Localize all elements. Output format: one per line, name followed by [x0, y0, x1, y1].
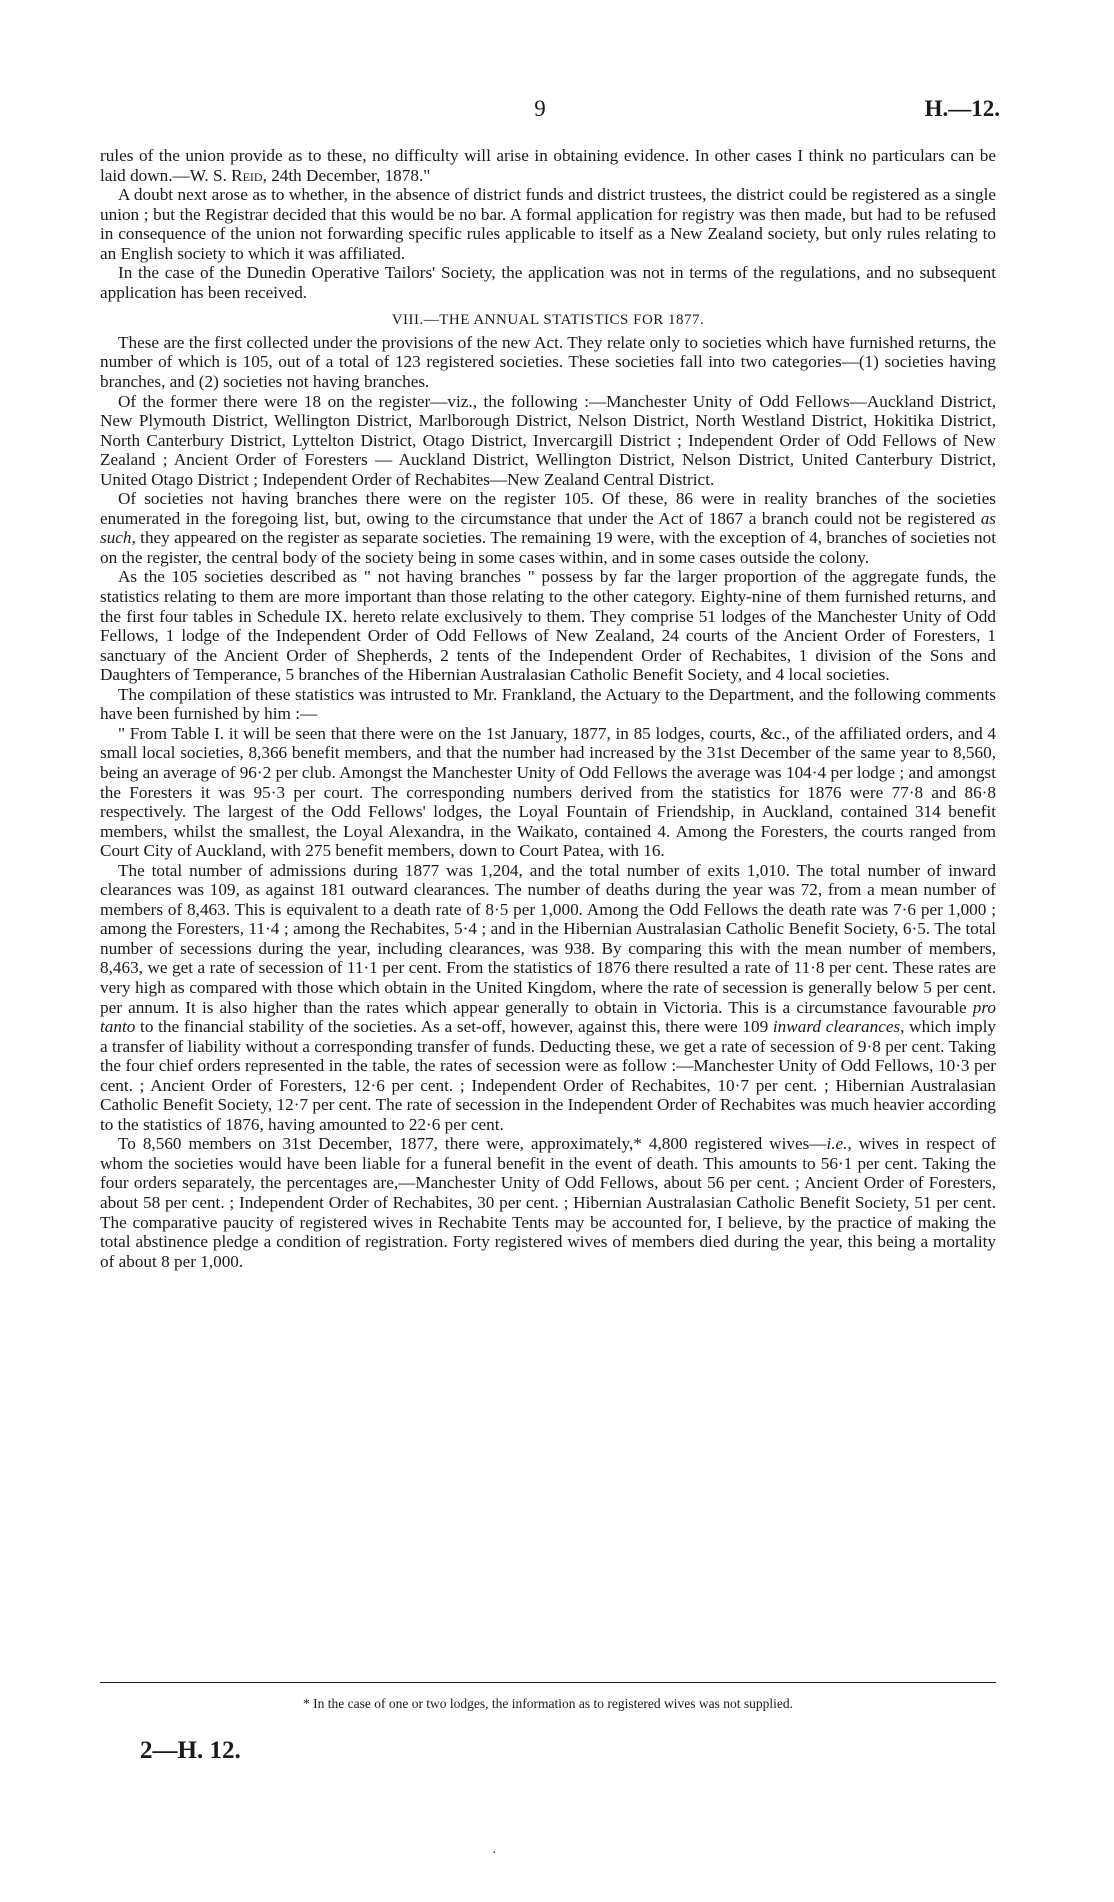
footnote-divider — [100, 1682, 996, 1683]
text-run: to the financial stability of the societies. As a set-off, however, against this, there were 109 — [135, 1017, 773, 1037]
signature-reference: 2—H. 12. — [140, 1737, 241, 1764]
footnote: * In the case of one or two lodges, the information as to registered wives was not supplied. — [302, 1696, 793, 1711]
paragraph: These are the first collected under the provisions of the new Act. They relate only to societies which have furnished returns, the number of which is 105, out of a total of 123 registered societies. These societies fall into two categories—(1) societies having branches, and (2) societies not having branches. — [100, 332, 996, 392]
paragraph: The compilation of these statistics was intrusted to Mr. Frankland, the Actuary to the Department, and the following comments have been furnished by him :— — [100, 684, 996, 724]
emphasis: inward clearances — [772, 1017, 901, 1037]
paragraph: A doubt next arose as to whether, in the absence of district funds and district trustees, the district could be registered as a single union ; but the Registrar decided that this would be no bar. A formal application for registry was then made, but had to be refused in consequence of the union not forwarding specific rules applicable to itself as a New Zealand society, but only rules relating to an English society to which it was affiliated. — [100, 185, 996, 263]
paragraph: As the 105 societies described as " not having branches " possess by far the larger proportion of the aggregate funds, the statistics relating to them are more important than those relating to the other category. Eighty-nine of them furnished returns, and the first four tables in Schedule IX. hereto relate exclusively to them. They comprise 51 lodges of the Manchester Unity of Odd Fellows, 1 lodge of the Independent Order of Odd Fellows of New Zealand, 24 courts of the Ancient Order of Foresters, 1 sanctuary of the Ancient Order of Shepherds, 2 tents of the Independent Order of Rechabites, 1 division of the Sons and Daughters of Temperance, 5 branches of the Hibernian Australasian Catholic Benefit Society, and 4 local societies. — [100, 567, 996, 685]
emphasis: i.e. — [826, 1134, 848, 1154]
page-number: 9 — [534, 96, 546, 121]
text-run: , which imply a transfer of liability without a corresponding transfer of funds. Deducting these, we get a rate of secession of 9·8 per cent. Taking the four chief orders represented in the table, the rates of secession were as follow :—Manchester Unity of Odd Fellows, 10·3 per cent. ; Ancient Order of Foresters, 12·6 per cent. ; Independent Order of Rechabites, 10·7 per cent. ; Hibernian Australasian Catholic Benefit Society, 12·7 per cent. The rate of secession in the Independent Order of Rechabites was much heavier according to the statistics of 1876, having amounted to 22·6 per cent. — [100, 1017, 996, 1134]
text-run: rules of the union provide as to these, no difficulty will arise in obtaining evidence. In other cases I think no particulars can be laid down.—W. S. — [100, 146, 996, 185]
body-text — [100, 146, 996, 1271]
text-run: , wives in respect of whom the societies would have been liable for a funeral benefit in the event of death. This amounts to 56·1 per cent. Taking the four orders separately, the percentages are,—Manchester Unity of Odd Fellows, about 56 per cent. ; Ancient Order of Foresters, about 58 per cent. ; Independent Order of Rechabites, 30 per cent. ; Hibernian Australasian Catholic Benefit Society, 51 per cent. The comparative paucity of registered wives in Rechabite Tents may be accounted for, I believe, by the practice of making the total abstinence pledge a condition of registration. Forty registered wives of members died during the year, this being a mortality of about 8 per 1,000. — [100, 1134, 997, 1271]
document-reference: H.—12. — [924, 96, 1000, 121]
emphasis: as such — [100, 508, 996, 548]
paragraph: In the case of the Dunedin Operative Tailors' Society, the application was not in terms of the regulations, and no subsequent application has been received. — [100, 263, 996, 302]
text-run: , 24th December, 1878." — [262, 165, 431, 185]
text-run: The total number of admissions during 1877 was 1,204, and the total number of exits 1,010. The total number of inward clearances was 109, as against 181 outward clearances. The number of deaths during the year was 72, from a mean number of members of 8,463. This is equivalent to a death rate of 8·5 per 1,000. Among the Odd Fellows the death rate was 7·6 per 1,000 ; among the Foresters, 11·4 ; among the Rechabites, 5·4 ; and in the Hibernian Australasian Catholic Benefit Society, 6·5. The total number of secessions during the year, including clearances, was 938. By comparing this with the mean number of members, 8,463, we get a rate of secession of 11·1 per cent. From the statistics of 1876 there resulted a rate of 11·8 per cent. These rates are very high as compared with those which obtain in the United Kingdom, where the rate of secession is generally below 5 per cent. per annum. It is also higher than the rates which appear generally to obtain in Victoria. This is a circumstance favourable — [100, 860, 996, 1017]
text-run: Of societies not having branches there were on the register 105. Of these, 86 were in reality branches of the societies enumerated in the foregoing list, but, owing to the circumstance that under the Act of 1867 a branch could not be registered — [100, 489, 996, 528]
emphasis: pro tanto — [100, 997, 996, 1037]
paragraph-quote: " From Table I. it will be seen that there were on the 1st January, 1877, in 85 lodges, courts, &c., of the affiliated orders, and 4 small local societies, 8,366 benefit members, and that the number had increased by the 31st December of the same year to 8,560, being an average of 96·2 per club. Amongst the Manchester Unity of Odd Fellows the average was 104·4 per lodge ; and amongst the Foresters it was 95·3 per court. The corresponding numbers derived from the statistics for 1876 were 77·8 and 86·8 respectively. The largest of the Odd Fellows' lodges, the Loyal Fountain of Friendship, in Auckland, contained 314 benefit members, whilst the smallest, the Loyal Alexandra, in the Waikato, contained 4. Among the Foresters, the courts ranged from Court City of Auckland, with 275 benefit members, down to Court Patea, with 16. — [100, 723, 996, 861]
author-name: Reid — [231, 165, 263, 185]
text-run: To 8,560 members on 31st December, 1877, there were, approximately,* 4,800 registered wives— — [118, 1134, 827, 1154]
paragraph — [100, 861, 996, 1135]
paragraph — [100, 489, 996, 567]
paragraph — [100, 1134, 996, 1271]
section-heading: VIII.—THE ANNUAL STATISTICS FOR 1877. — [391, 312, 705, 329]
paragraph: Of the former there were 18 on the register—viz., the following :—Manchester Unity of Odd Fellows—Auckland District, New Plymouth District, Wellington District, Marlborough District, Nelson District, North Westland District, Hokitika District, North Canterbury District, Lyttelton District, Otago District, Invercargill District ; Independent Order of Odd Fellows of New Zealand ; Ancient Order of Foresters — Auckland District, Wellington District, Nelson District, United Canterbury District, United Otago District ; Independent Order of Rechabites—New Zealand Central District. — [100, 391, 996, 489]
text-run: , they appeared on the register as separate societies. The remaining 19 were, with the exception of 4, branches of societies not on the register, the central body of the society being in some cases within, and in some cases outside the colony. — [100, 528, 996, 567]
paragraph-continuation — [100, 146, 996, 185]
stray-mark: · — [492, 1846, 497, 1861]
